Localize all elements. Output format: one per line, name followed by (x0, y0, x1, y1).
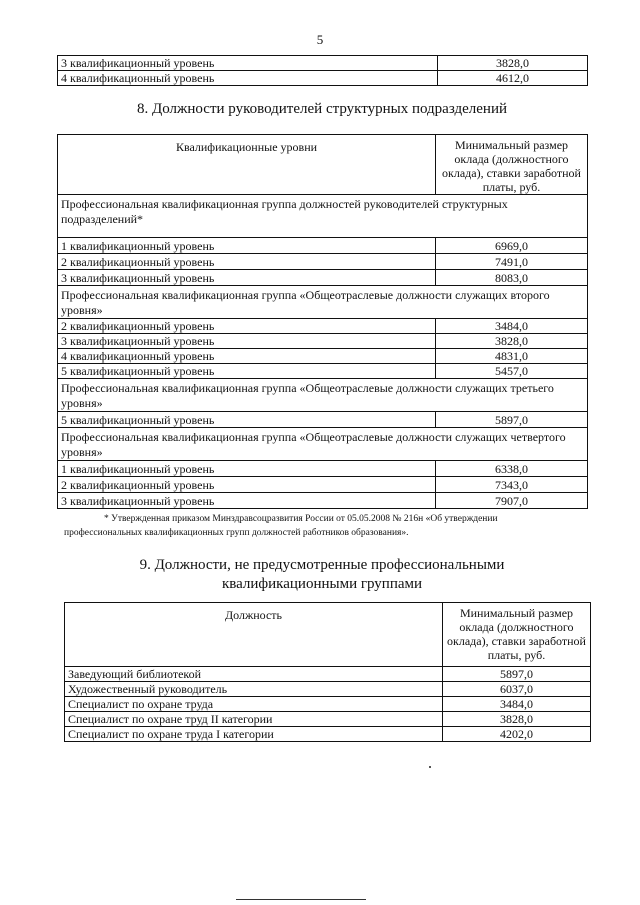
level-cell: 2 квалификационный уровень (58, 319, 436, 334)
value-cell: 4831,0 (436, 349, 588, 364)
group-title: Профессиональная квалификационная группа «Общеотраслевые должности служащих третьего уровня» (58, 379, 588, 412)
value-cell: 3828,0 (436, 334, 588, 349)
table-row (58, 334, 588, 349)
section9-table (64, 602, 591, 742)
position-cell: Заведующий библиотекой (65, 667, 443, 682)
header-salary: Минимальный размер оклада (должностного оклада), ставки заработной платы, руб. (436, 135, 588, 195)
level-cell: 4 квалификационный уровень (58, 71, 438, 86)
page-bottom-rule (236, 899, 366, 900)
value-cell: 4612,0 (438, 71, 588, 86)
table-row (58, 56, 588, 71)
table-row (58, 364, 588, 379)
level-cell: 3 квалификационный уровень (58, 56, 438, 71)
table-row (58, 254, 588, 270)
top-table (57, 55, 588, 86)
value-cell: 7343,0 (436, 477, 588, 493)
level-cell: 3 квалификационный уровень (58, 270, 436, 286)
section8-title: 8. Должности руководителей структурных подразделений (137, 101, 507, 117)
group-row (58, 195, 588, 238)
table-row (58, 461, 588, 477)
position-cell: Специалист по охране труда I категории (65, 727, 443, 742)
table-row (58, 71, 588, 86)
value-cell: 3484,0 (443, 697, 591, 712)
value-cell: 5897,0 (436, 412, 588, 428)
section9-title-line1: 9. Должности, не предусмотренные профессиональными (139, 557, 505, 573)
table-header-row (58, 135, 588, 195)
group-title: Профессиональная квалификационная группа «Общеотраслевые должности служащих второго уровня» (58, 286, 588, 319)
value-cell: 8083,0 (436, 270, 588, 286)
group-row (58, 379, 588, 412)
value-cell: 7491,0 (436, 254, 588, 270)
group-row (58, 428, 588, 461)
table-row (58, 238, 588, 254)
level-cell: 5 квалификационный уровень (58, 364, 436, 379)
table-row (65, 667, 591, 682)
header-levels: Квалификационные уровни (58, 135, 436, 195)
header-salary: Минимальный размер оклада (должностного оклада), ставки заработной платы, руб. (443, 603, 591, 667)
table-row (65, 697, 591, 712)
value-cell: 5457,0 (436, 364, 588, 379)
level-cell: 4 квалификационный уровень (58, 349, 436, 364)
table-row (58, 493, 588, 509)
level-cell: 5 квалификационный уровень (58, 412, 436, 428)
table-row (65, 727, 591, 742)
value-cell: 6969,0 (436, 238, 588, 254)
section8-table (57, 134, 588, 509)
value-cell: 6037,0 (443, 682, 591, 697)
table-row (58, 477, 588, 493)
page-number: 5 (316, 32, 324, 47)
scan-speck (429, 766, 431, 768)
group-title: Профессиональная квалификационная группа «Общеотраслевые должности служащих четвертого уровня» (58, 428, 588, 461)
level-cell: 1 квалификационный уровень (58, 461, 436, 477)
table-row (58, 412, 588, 428)
position-cell: Специалист по охране труда (65, 697, 443, 712)
value-cell: 4202,0 (443, 727, 591, 742)
table-header-row (65, 603, 591, 667)
value-cell: 7907,0 (436, 493, 588, 509)
footnote-line1: * Утвержденная приказом Минздравсоцразвития России от 05.05.2008 № 216н «Об утверждении (104, 514, 498, 524)
table-row (58, 319, 588, 334)
level-cell: 1 квалификационный уровень (58, 238, 436, 254)
header-position: Должность (65, 603, 443, 667)
group-row (58, 286, 588, 319)
level-cell: 2 квалификационный уровень (58, 477, 436, 493)
value-cell: 5897,0 (443, 667, 591, 682)
table-row (65, 712, 591, 727)
level-cell: 3 квалификационный уровень (58, 334, 436, 349)
position-cell: Специалист по охране труд II категории (65, 712, 443, 727)
value-cell: 6338,0 (436, 461, 588, 477)
level-cell: 3 квалификационный уровень (58, 493, 436, 509)
value-cell: 3484,0 (436, 319, 588, 334)
value-cell: 3828,0 (443, 712, 591, 727)
value-cell: 3828,0 (438, 56, 588, 71)
table-row (58, 349, 588, 364)
footnote-line2: профессиональных квалификационных групп должностей работников образования». (64, 528, 409, 538)
section9-title (57, 556, 587, 594)
group-title: Профессиональная квалификационная группа должностей руководителей структурных подразделений* (58, 195, 588, 238)
table-row (65, 682, 591, 697)
position-cell: Художественный руководитель (65, 682, 443, 697)
level-cell: 2 квалификационный уровень (58, 254, 436, 270)
section9-title-line2: квалификационными группами (221, 576, 423, 592)
footnote (64, 512, 590, 540)
table-row (58, 270, 588, 286)
